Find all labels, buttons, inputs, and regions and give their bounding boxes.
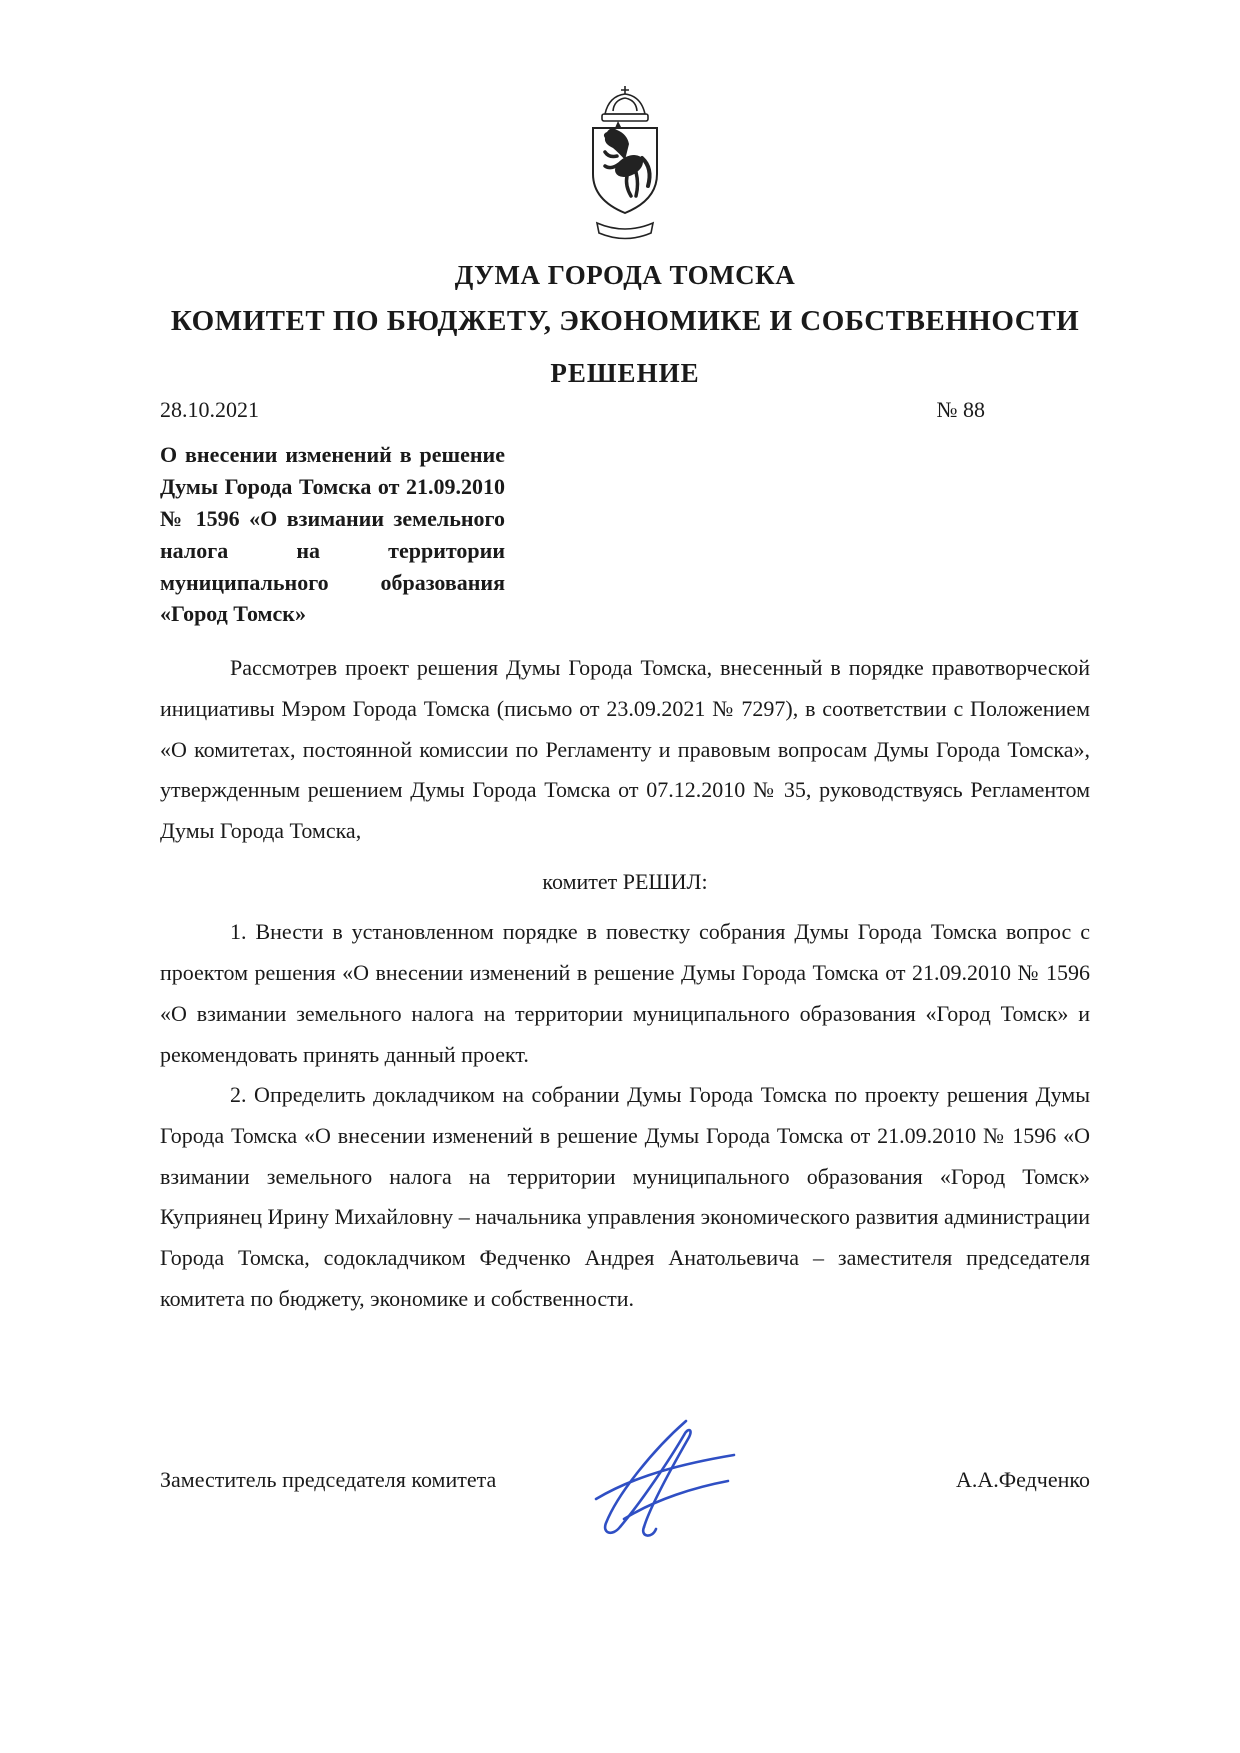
resolution-item-2: 2. Определить докладчиком на собрании Думы Города Томска по проекту решения Думы Города Томска «О внесении изменений в решение Думы Города Томска от 21.09.2010 № 1596 «О взимании земельного налога на территории муниципального образования «Город Томск» Куприянец Ирину Михайловну – начальника управления экономического развития администрации Города Томска, содокладчиком Федченко Андрея Анатольевича – заместителя председателя комитета по бюджету, экономике и собственности. <box>160 1082 1090 1311</box>
organization-name: ДУМА ГОРОДА ТОМСКА <box>454 260 796 290</box>
resolved-heading: комитет РЕШИЛ: <box>542 868 708 894</box>
document-date: 28.10.2021 <box>160 397 259 422</box>
document-type-title: РЕШЕНИЕ <box>550 358 700 388</box>
handwritten-signature <box>566 1415 756 1545</box>
document-meta-row <box>160 397 1090 423</box>
tomsk-coat-of-arms-icon <box>575 82 675 244</box>
committee-name: КОМИТЕТ ПО БЮДЖЕТУ, ЭКОНОМИКЕ И СОБСТВЕННОСТИ <box>170 305 1080 337</box>
ribbon-banner <box>597 223 653 239</box>
document-subject: О внесении изменений в решение Думы Города Томска от 21.09.2010 № 1596 «О взимании земельного налога на территории муниципального образования «Город Томск» <box>160 442 505 627</box>
signatory-position: Заместитель председателя комитета <box>160 1467 497 1493</box>
preamble-paragraph: Рассмотрев проект решения Думы Города Томска, внесенный в порядке правотворческой инициативы Мэром Города Томска (письмо от 23.09.2021 № 7297), в соответствии с Положением «О комитетах, постоянной комиссии по Регламенту и правовым вопросам Думы Города Томска», утвержденным решением Думы Города Томска от 07.12.2010 № 35, руководствуясь Регламентом Думы Города Томска, <box>160 655 1090 844</box>
resolution-item-1: 1. Внести в установленном порядке в повестку собрания Думы Города Томска вопрос с проектом решения «О внесении изменений в решение Думы Города Томска от 21.09.2010 № 1596 «О взимании земельного налога на территории муниципального образования «Город Томск» и рекомендовать принять данный проект. <box>160 919 1090 1067</box>
crown-icon <box>602 86 648 121</box>
document-number: № 88 <box>936 397 985 422</box>
signature-block <box>160 1415 1090 1545</box>
signatory-name: А.А.Федченко <box>955 1467 1090 1493</box>
